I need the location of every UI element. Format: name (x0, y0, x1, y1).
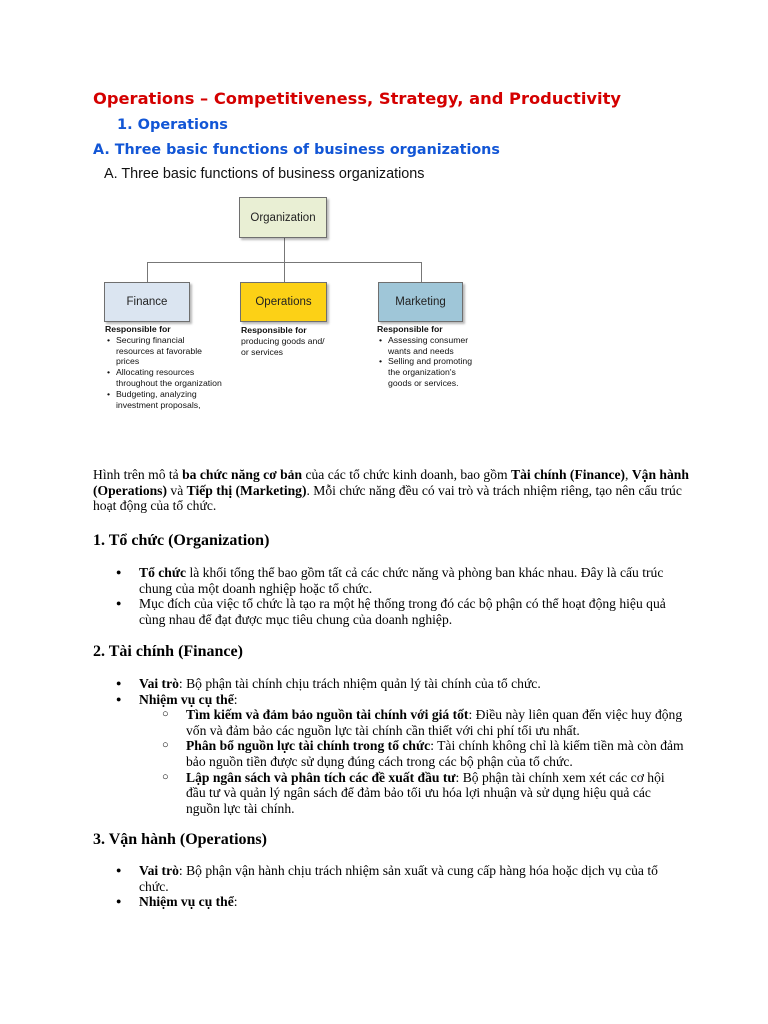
list-item (116, 863, 686, 894)
organization-box: Organization (239, 197, 327, 238)
marketing-box: Marketing (378, 282, 463, 322)
intro-text: , (625, 467, 632, 482)
list-item (116, 676, 686, 692)
item-text: là khối tổng thể bao gồm tất cả các chức năng và phòng ban khác nhau. Đây là cấu trúc chung của một doanh nghiệp hoặc tổ chức. (139, 565, 664, 596)
list-item (116, 692, 686, 817)
finance-box: Finance (104, 282, 190, 322)
item-bold: Vai trò (139, 676, 179, 691)
connector-marketing (421, 262, 422, 282)
section-1-heading: 1. Tổ chức (Organization) (93, 532, 270, 549)
section-2-sublist (139, 707, 686, 816)
list-item (116, 565, 686, 596)
intro-paragraph (93, 467, 693, 514)
item-text: : (233, 691, 238, 707)
connector-finance (147, 262, 148, 282)
sub-list-item (162, 770, 686, 817)
list-item (116, 596, 686, 627)
item-text: Mục đích của việc tổ chức là tạo ra một hệ thống trong đó các bộ phận có thể hoạt động hiệu quả cùng nhau để đạt được mục tiêu chung của doanh nghiệp. (139, 596, 666, 627)
connector-org-down (284, 238, 285, 262)
operations-resp-heading: Responsible for (241, 325, 307, 335)
item-text: : (233, 894, 238, 910)
intro-bold: Tài chính (Finance) (511, 467, 626, 482)
intro-bold: Tiếp thị (Marketing) (186, 482, 307, 498)
intro-text: của các tổ chức kinh doanh, bao gồm (302, 467, 511, 482)
item-bold: Lập ngân sách và phân tích các đề xuất đầu tư (186, 769, 456, 785)
sub-list-item (162, 738, 686, 769)
marketing-resp-heading: Responsible for (377, 324, 443, 334)
section-3-heading: 3. Vận hành (Operations) (93, 831, 267, 848)
list-item (116, 894, 686, 910)
intro-text: . Mỗi chức năng đều có vai trò và trách nhiệm riêng, tạo nên cấu trúc hoạt động của tổ chức. (93, 482, 682, 514)
finance-resp-heading: Responsible for (105, 324, 171, 334)
intro-text: và (167, 482, 187, 498)
item-bold: Tổ chức (139, 565, 187, 580)
operations-resp-text: producing goods and/ or services (241, 335, 325, 357)
item-text: : Bộ phận tài chính xem xét các cơ hội đầu tư và quản lý ngân sách để đảm bảo tối ưu hóa lợi nhuận và sử dụng hiệu quả các nguồn lực tài chính. (186, 769, 665, 816)
finance-resp-item: • Securing financial resources at favorable prices (105, 335, 225, 367)
item-bold: Vai trò (139, 863, 179, 878)
marketing-resp-item: • Selling and promoting the organization's goods or services. (377, 356, 477, 388)
finance-resp-item: • Budgeting, analyzing investment proposals, (105, 389, 225, 411)
item-bold: Nhiệm vụ cụ thể (139, 894, 234, 910)
section-1-list (116, 565, 686, 627)
section-2-heading: 2. Tài chính (Finance) (93, 643, 243, 660)
section-heading-operations: 1. Operations (117, 117, 228, 133)
operations-box: Operations (240, 282, 327, 322)
section-heading-three-functions: A. Three basic functions of business organizations (93, 142, 500, 158)
item-text: : Bộ phận tài chính chịu trách nhiệm quản lý tài chính của tổ chức. (178, 676, 541, 691)
intro-bold: ba chức năng cơ bản (182, 467, 303, 482)
intro-text: Hình trên mô tả (93, 467, 183, 482)
sub-list-item (162, 707, 686, 738)
item-bold: Tìm kiếm và đảm bảo nguồn tài chính với giá tốt (186, 707, 469, 723)
marketing-resp-item: • Assessing consumer wants and needs (377, 335, 477, 357)
figure-title: A. Three basic functions of business organizations (104, 166, 425, 182)
section-2-list (116, 676, 686, 816)
intro-bold: Vận hành (Operations) (93, 467, 689, 498)
item-bold: Phân bổ nguồn lực tài chính trong tổ chức (186, 738, 431, 754)
finance-resp-item: • Allocating resources throughout the organization (105, 367, 225, 389)
section-3-list (116, 863, 686, 910)
item-text: : Bộ phận vận hành chịu trách nhiệm sản xuất và cung cấp hàng hóa hoặc dịch vụ của tổ chức. (139, 863, 658, 894)
document-title: Operations – Competitiveness, Strategy, and Productivity (93, 89, 622, 108)
marketing-responsibilities (377, 324, 477, 389)
finance-responsibilities (105, 324, 225, 410)
operations-responsibilities (241, 325, 329, 357)
item-text: : Điều này liên quan đến việc huy động vốn và đảm bảo các nguồn lực tài chính cần thiết với chi phí tối ưu nhất. (186, 707, 683, 738)
item-bold: Nhiệm vụ cụ thể (139, 691, 234, 707)
org-chart-figure (100, 162, 480, 430)
item-text: : Tài chính không chỉ là kiếm tiền mà còn đảm bảo nguồn tiền được sử dụng đúng cách trong các bộ phận của tổ chức. (186, 738, 684, 769)
connector-operations (284, 262, 285, 282)
